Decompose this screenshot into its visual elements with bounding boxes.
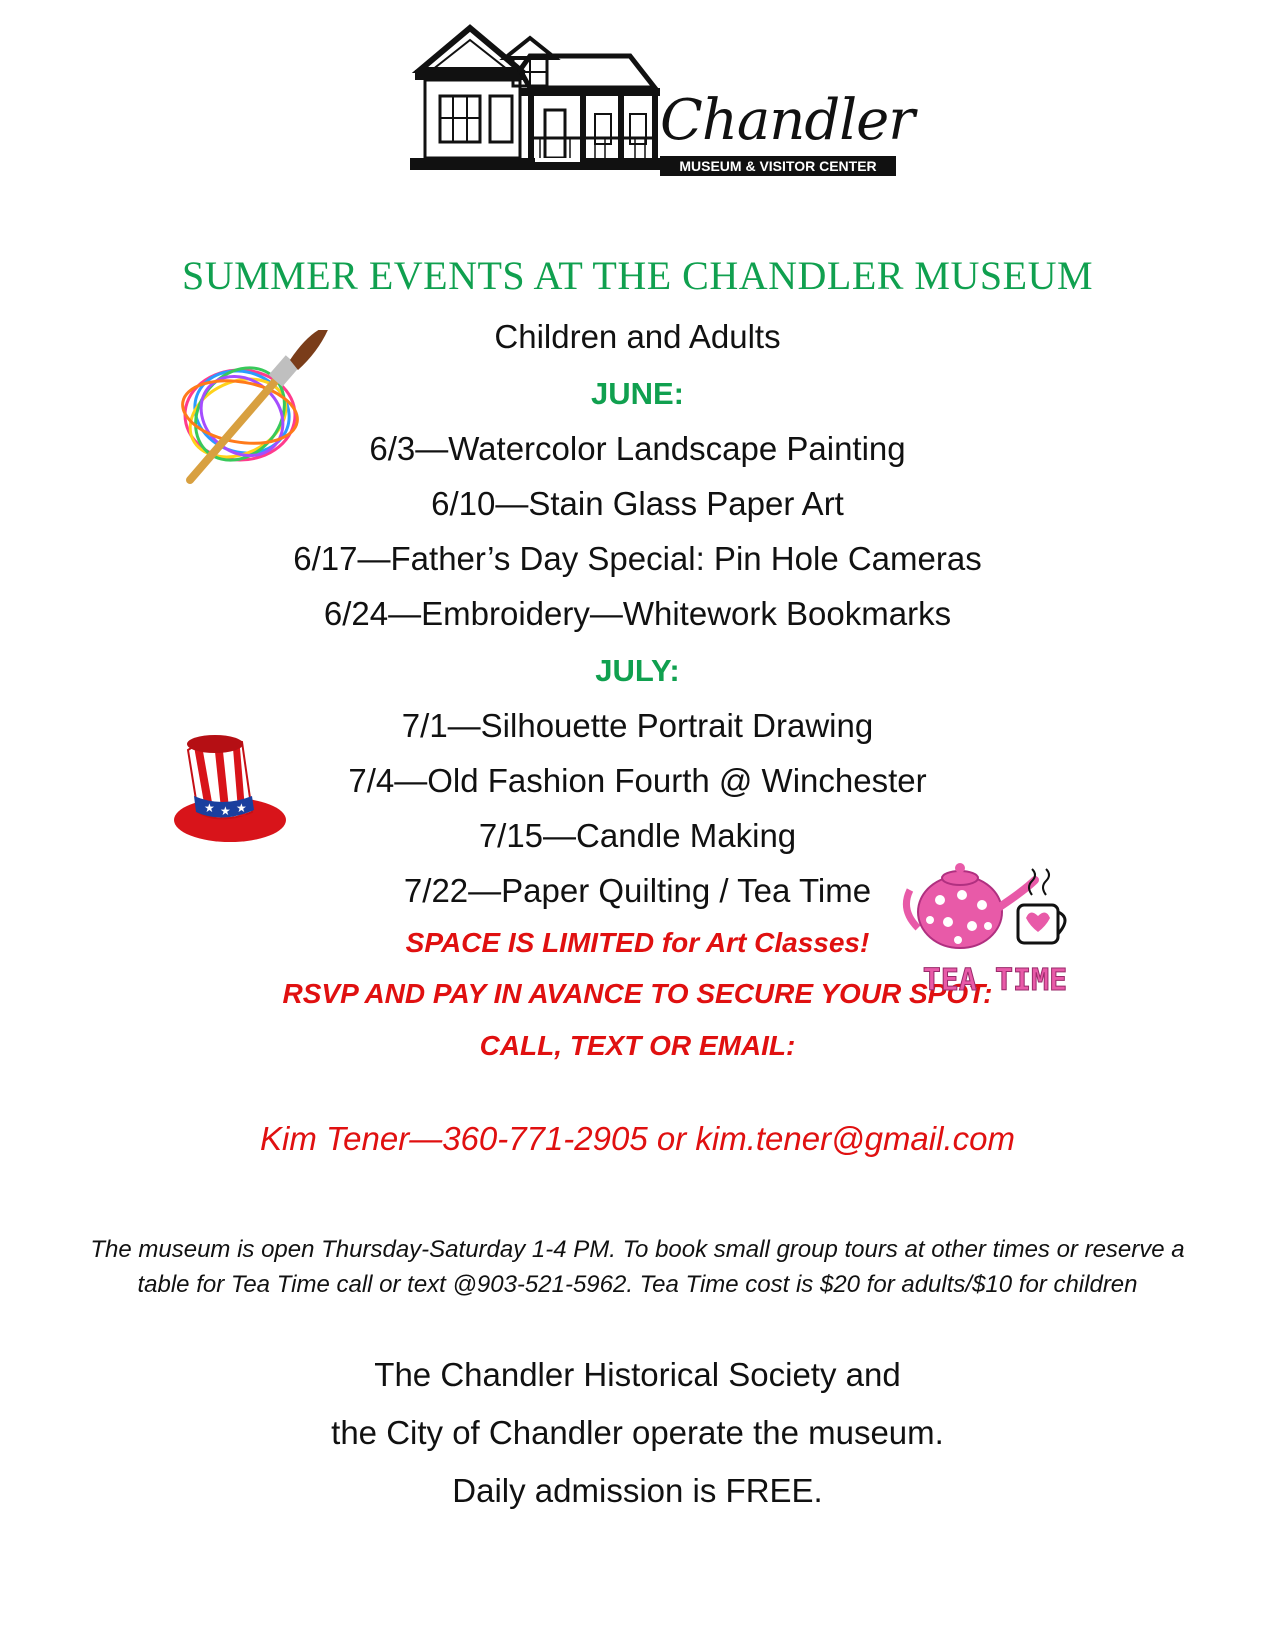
event-item: 7/4—Old Fashion Fourth @ Winchester <box>348 762 927 799</box>
july-heading: JULY: <box>595 653 680 688</box>
tea-time-icon <box>900 850 1090 1010</box>
june-heading: JUNE: <box>590 376 684 411</box>
event-item: 6/10—Stain Glass Paper Art <box>431 485 844 522</box>
uncle-sam-hat-icon <box>170 730 290 850</box>
footer-line: The Chandler Historical Society and <box>374 1356 901 1393</box>
page-title: SUMMER EVENTS AT THE CHANDLER MUSEUM <box>181 253 1094 298</box>
contact-info: Kim Tener—360-771-2905 or kim.tener@gmail.com <box>260 1120 1015 1157</box>
event-item: 7/15—Candle Making <box>478 817 797 854</box>
footer-line: Daily admission is FREE. <box>452 1472 823 1509</box>
event-item: 7/1—Silhouette Portrait Drawing <box>401 707 874 744</box>
museum-hours-text: The museum is open Thursday-Saturday 1-4 PM. To book small group tours at other times or reserve a table for Tea Time call or text @903-521-5962. Tea Time cost is $20 for adults/$10 for children <box>90 1236 1185 1298</box>
rsvp-notice: RSVP AND PAY IN AVANCE TO SECURE YOUR SPOT: <box>282 978 993 1009</box>
svg-text:★: ★ <box>204 801 215 815</box>
contact-method-notice: CALL, TEXT OR EMAIL: <box>479 1030 796 1061</box>
event-item: 6/17—Father’s Day Special: Pin Hole Cameras <box>293 540 982 577</box>
logo-tagline: MUSEUM & VISITOR CENTER <box>660 156 896 176</box>
logo-wordmark: Chandler <box>660 88 915 153</box>
paintbrush-icon <box>170 330 340 490</box>
event-item: 6/3—Watercolor Landscape Painting <box>369 430 906 467</box>
space-limited-notice: SPACE IS LIMITED for Art Classes! <box>405 927 870 958</box>
event-item: 7/22—Paper Quilting / Tea Time <box>403 872 872 909</box>
svg-text:★: ★ <box>236 801 247 815</box>
footer-line: the City of Chandler operate the museum. <box>331 1414 944 1451</box>
audience-subtitle: Children and Adults <box>494 318 781 355</box>
tea-time-label: TEA TIME <box>922 963 1068 998</box>
event-item: 6/24—Embroidery—Whitework Bookmarks <box>323 595 952 632</box>
svg-text:★: ★ <box>220 804 231 818</box>
